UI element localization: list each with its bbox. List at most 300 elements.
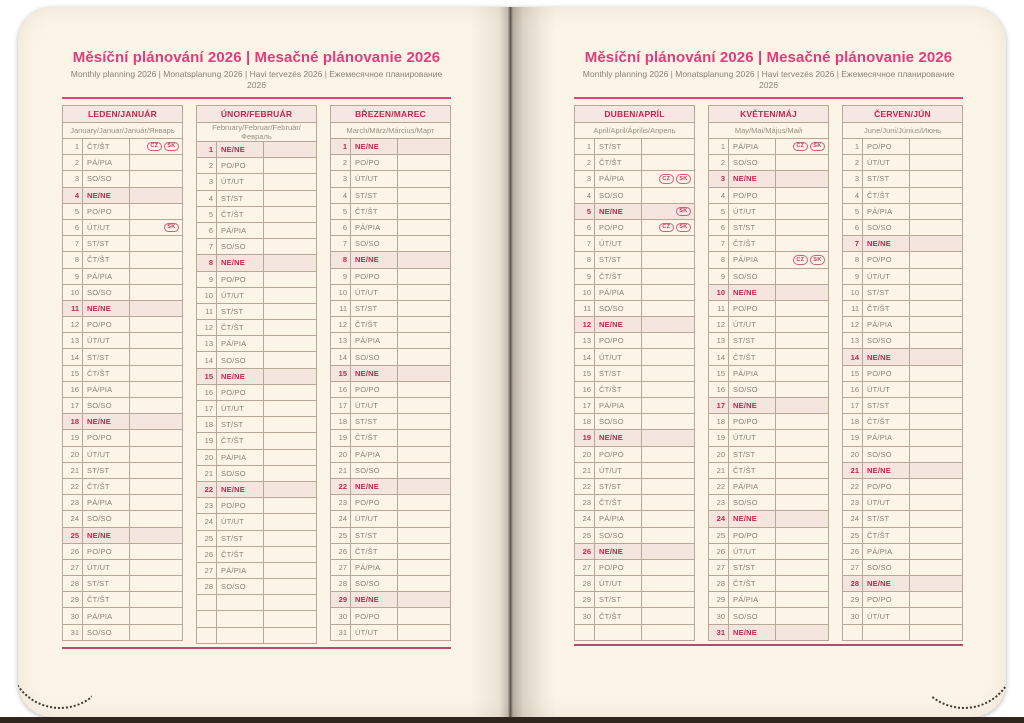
notes-cell	[642, 139, 695, 155]
notes-cell	[264, 530, 317, 546]
notes-cell	[642, 284, 695, 300]
day-row	[197, 465, 317, 481]
day-row	[63, 155, 183, 171]
day-abbrev: ST/ST	[351, 527, 398, 543]
day-row	[63, 365, 183, 381]
day-number: 27	[843, 559, 863, 575]
notes-cell	[776, 592, 829, 608]
day-row	[575, 576, 695, 592]
notes-cell	[264, 595, 317, 611]
notes-cell	[398, 462, 451, 478]
cz-holiday-badge: CZ	[793, 142, 808, 152]
sk-holiday-badge: SK	[164, 223, 179, 233]
notes-cell	[910, 559, 963, 575]
day-abbrev: ČT/ŠT	[83, 139, 130, 155]
day-number: 17	[63, 398, 83, 414]
day-number: 12	[63, 317, 83, 333]
notes-cell	[776, 187, 829, 203]
month-header: BŘEZEN/MAREC	[331, 106, 451, 123]
day-abbrev: SO/SO	[351, 236, 398, 252]
day-number: 5	[709, 203, 729, 219]
day-number: 8	[331, 252, 351, 268]
day-number: 16	[575, 381, 595, 397]
notes-cell	[398, 219, 451, 235]
notes-cell	[642, 592, 695, 608]
day-number: 2	[843, 155, 863, 171]
day-abbrev: ST/ST	[863, 511, 910, 527]
notes-cell	[264, 417, 317, 433]
notes-cell	[130, 430, 183, 446]
day-abbrev: ČT/ŠT	[351, 543, 398, 559]
notes-cell	[642, 495, 695, 511]
day-number: 20	[197, 449, 217, 465]
day-row	[843, 236, 963, 252]
month-header: LEDEN/JANUÁR	[63, 106, 183, 123]
day-number: 24	[843, 511, 863, 527]
day-abbrev: ÚT/UT	[351, 171, 398, 187]
day-row	[843, 559, 963, 575]
day-row	[575, 139, 695, 155]
notes-cell	[130, 381, 183, 397]
day-abbrev: PO/PO	[863, 592, 910, 608]
notes-cell	[776, 284, 829, 300]
notes-cell	[642, 608, 695, 624]
notes-cell	[398, 252, 451, 268]
notes-cell	[264, 255, 317, 271]
day-row	[575, 478, 695, 494]
page-subtitle: Monthly planning 2026 | Monatsplanung 2026 | Havi tervezés 2026 | Ежемесячное планирование 2026	[582, 69, 955, 90]
notes-cell	[264, 206, 317, 222]
day-abbrev: SO/SO	[83, 511, 130, 527]
day-row	[331, 284, 451, 300]
notes-cell	[130, 446, 183, 462]
day-abbrev: ČT/ŠT	[595, 381, 642, 397]
day-abbrev: PÁ/PIA	[863, 203, 910, 219]
day-row	[331, 187, 451, 203]
notes-cell	[776, 527, 829, 543]
day-number: 4	[331, 187, 351, 203]
day-row	[843, 608, 963, 624]
day-abbrev: ÚT/UT	[83, 559, 130, 575]
notes-cell	[398, 527, 451, 543]
day-number: 14	[63, 349, 83, 365]
day-number: 7	[575, 236, 595, 252]
right-page-content	[574, 7, 963, 646]
notes-cell	[776, 236, 829, 252]
day-row	[63, 252, 183, 268]
day-number: 11	[331, 300, 351, 316]
month-table	[842, 105, 963, 641]
day-row	[575, 219, 695, 235]
day-number: 28	[63, 576, 83, 592]
day-abbrev: PÁ/PIA	[83, 495, 130, 511]
day-number: 10	[709, 284, 729, 300]
notes-cell	[776, 300, 829, 316]
day-number: 18	[331, 414, 351, 430]
month-calendar	[708, 105, 829, 641]
day-number: 3	[709, 171, 729, 187]
month-calendar	[842, 105, 963, 641]
notes-cell	[130, 478, 183, 494]
day-number: 2	[709, 155, 729, 171]
day-number: 26	[63, 543, 83, 559]
day-row	[63, 268, 183, 284]
notes-cell	[910, 365, 963, 381]
notes-cell	[398, 349, 451, 365]
day-row	[331, 381, 451, 397]
day-row	[331, 365, 451, 381]
day-number: 4	[843, 187, 863, 203]
day-number: 28	[331, 576, 351, 592]
notes-cell	[910, 349, 963, 365]
day-row	[843, 187, 963, 203]
day-abbrev: PO/PO	[351, 495, 398, 511]
day-row	[709, 365, 829, 381]
day-number: 13	[843, 333, 863, 349]
day-number: 31	[331, 624, 351, 640]
notes-cell	[776, 430, 829, 446]
notes-cell	[910, 381, 963, 397]
notes-cell	[130, 333, 183, 349]
day-abbrev: PÁ/PIA	[729, 252, 776, 268]
day-number: 1	[331, 139, 351, 155]
day-abbrev: ČT/ŠT	[595, 155, 642, 171]
notes-cell	[776, 139, 829, 155]
day-row	[197, 255, 317, 271]
day-row	[843, 139, 963, 155]
day-abbrev	[863, 624, 910, 640]
day-row	[197, 303, 317, 319]
notes-cell	[398, 236, 451, 252]
day-row	[63, 187, 183, 203]
day-row	[709, 284, 829, 300]
notes-cell	[264, 158, 317, 174]
day-abbrev: ST/ST	[729, 333, 776, 349]
day-abbrev: SO/SO	[217, 239, 264, 255]
day-row	[843, 317, 963, 333]
left-page	[18, 7, 512, 717]
day-number: 3	[575, 171, 595, 187]
day-number: 16	[197, 384, 217, 400]
day-row	[709, 446, 829, 462]
day-row	[197, 158, 317, 174]
day-abbrev: ČT/ŠT	[217, 546, 264, 562]
notes-cell	[910, 252, 963, 268]
notes-cell	[398, 478, 451, 494]
day-row	[843, 155, 963, 171]
day-number: 26	[709, 543, 729, 559]
notes-cell	[398, 398, 451, 414]
day-row	[843, 462, 963, 478]
day-number: 30	[331, 608, 351, 624]
day-number: 2	[197, 158, 217, 174]
day-abbrev	[217, 627, 264, 643]
notes-cell	[398, 543, 451, 559]
day-row	[331, 624, 451, 640]
day-abbrev: ÚT/UT	[863, 155, 910, 171]
day-row	[709, 381, 829, 397]
day-number: 21	[331, 462, 351, 478]
day-abbrev: NE/NE	[595, 543, 642, 559]
notes-cell	[910, 300, 963, 316]
day-number	[197, 595, 217, 611]
day-number: 18	[843, 414, 863, 430]
sk-holiday-badge: SK	[810, 142, 825, 152]
notes-cell	[642, 349, 695, 365]
notes-cell	[776, 608, 829, 624]
day-row	[197, 320, 317, 336]
notes-cell	[130, 203, 183, 219]
day-abbrev: PÁ/PIA	[351, 559, 398, 575]
notes-cell	[398, 576, 451, 592]
day-abbrev: ST/ST	[351, 187, 398, 203]
day-number: 28	[709, 576, 729, 592]
day-abbrev: ÚT/UT	[351, 284, 398, 300]
day-abbrev: NE/NE	[729, 624, 776, 640]
day-row	[63, 543, 183, 559]
day-abbrev: PO/PO	[595, 219, 642, 235]
day-number: 20	[709, 446, 729, 462]
notes-cell	[642, 527, 695, 543]
notes-cell	[910, 171, 963, 187]
day-row	[63, 333, 183, 349]
day-abbrev: PÁ/PIA	[83, 268, 130, 284]
day-row	[709, 349, 829, 365]
day-number: 1	[197, 142, 217, 158]
notes-cell	[130, 576, 183, 592]
day-row	[575, 414, 695, 430]
day-abbrev: SO/SO	[863, 333, 910, 349]
day-abbrev: ČT/ŠT	[729, 462, 776, 478]
day-number: 24	[197, 514, 217, 530]
notes-cell	[776, 414, 829, 430]
title-divider	[574, 97, 963, 99]
day-abbrev: ÚT/UT	[863, 608, 910, 624]
day-abbrev: ČT/ŠT	[83, 365, 130, 381]
day-abbrev: NE/NE	[729, 284, 776, 300]
notes-cell	[398, 446, 451, 462]
day-number: 25	[575, 527, 595, 543]
day-row	[197, 190, 317, 206]
day-abbrev: NE/NE	[863, 576, 910, 592]
day-abbrev: PO/PO	[351, 155, 398, 171]
day-abbrev: PO/PO	[863, 365, 910, 381]
day-row	[575, 187, 695, 203]
day-row	[843, 203, 963, 219]
notes-cell	[642, 446, 695, 462]
day-number	[843, 624, 863, 640]
day-number: 21	[575, 462, 595, 478]
notes-cell	[398, 624, 451, 640]
day-abbrev: ÚT/UT	[83, 333, 130, 349]
day-number: 6	[197, 222, 217, 238]
day-abbrev: NE/NE	[351, 478, 398, 494]
day-number: 16	[843, 381, 863, 397]
day-abbrev: ČT/ŠT	[595, 608, 642, 624]
notes-cell	[398, 317, 451, 333]
month-header: ČERVEN/JÚN	[843, 106, 963, 123]
day-abbrev: SO/SO	[729, 381, 776, 397]
day-row	[63, 284, 183, 300]
day-abbrev: PO/PO	[863, 252, 910, 268]
notes-cell	[642, 219, 695, 235]
day-abbrev: PÁ/PIA	[351, 446, 398, 462]
day-abbrev: SO/SO	[863, 446, 910, 462]
day-abbrev: PÁ/PIA	[863, 543, 910, 559]
day-number: 15	[197, 368, 217, 384]
notes-cell	[130, 414, 183, 430]
day-abbrev: PO/PO	[217, 384, 264, 400]
day-abbrev: ÚT/UT	[217, 514, 264, 530]
day-row	[843, 300, 963, 316]
day-row	[197, 206, 317, 222]
day-number: 22	[197, 481, 217, 497]
day-row	[197, 287, 317, 303]
day-row	[575, 155, 695, 171]
day-row	[709, 430, 829, 446]
notes-cell	[130, 284, 183, 300]
day-number: 31	[709, 624, 729, 640]
day-number: 7	[63, 236, 83, 252]
month-table	[196, 105, 317, 644]
notes-cell	[130, 462, 183, 478]
day-abbrev: ÚT/UT	[351, 624, 398, 640]
notes-cell	[398, 268, 451, 284]
notes-cell	[130, 608, 183, 624]
notes-cell	[642, 317, 695, 333]
day-abbrev: ÚT/UT	[595, 349, 642, 365]
day-number: 28	[197, 579, 217, 595]
day-number: 24	[709, 511, 729, 527]
day-abbrev: NE/NE	[217, 255, 264, 271]
months-grid-left	[62, 105, 451, 644]
day-row	[575, 300, 695, 316]
day-number: 16	[709, 381, 729, 397]
day-row	[575, 543, 695, 559]
day-number: 23	[575, 495, 595, 511]
notes-cell	[776, 446, 829, 462]
day-abbrev: ÚT/UT	[217, 174, 264, 190]
notes-cell	[130, 139, 183, 155]
day-number: 19	[843, 430, 863, 446]
notes-cell	[642, 155, 695, 171]
notes-cell	[130, 527, 183, 543]
day-number: 22	[575, 478, 595, 494]
day-number: 27	[63, 559, 83, 575]
notes-cell	[398, 381, 451, 397]
notes-cell	[264, 384, 317, 400]
day-number: 29	[331, 592, 351, 608]
day-abbrev: NE/NE	[83, 300, 130, 316]
day-abbrev: PÁ/PIA	[83, 608, 130, 624]
day-abbrev: ČT/ŠT	[217, 433, 264, 449]
day-abbrev: PÁ/PIA	[217, 562, 264, 578]
day-number: 7	[331, 236, 351, 252]
day-row	[575, 349, 695, 365]
day-row	[63, 446, 183, 462]
notes-cell	[642, 300, 695, 316]
day-row	[197, 336, 317, 352]
day-abbrev: NE/NE	[729, 171, 776, 187]
day-row	[843, 398, 963, 414]
notes-cell	[776, 349, 829, 365]
day-number: 7	[197, 239, 217, 255]
day-row	[709, 236, 829, 252]
notes-cell	[910, 495, 963, 511]
day-row	[843, 284, 963, 300]
day-row	[709, 398, 829, 414]
day-row	[331, 511, 451, 527]
day-row	[709, 624, 829, 640]
day-abbrev: ČT/ŠT	[351, 203, 398, 219]
day-number: 1	[63, 139, 83, 155]
day-number: 4	[575, 187, 595, 203]
cz-holiday-badge: CZ	[659, 174, 674, 184]
day-row	[575, 527, 695, 543]
day-number: 1	[709, 139, 729, 155]
day-row	[331, 543, 451, 559]
day-number: 14	[575, 349, 595, 365]
notes-cell	[910, 317, 963, 333]
day-row	[843, 268, 963, 284]
notes-cell	[264, 287, 317, 303]
day-row	[63, 495, 183, 511]
day-number: 9	[197, 271, 217, 287]
day-abbrev: ÚT/UT	[729, 430, 776, 446]
day-number: 15	[575, 365, 595, 381]
notes-cell	[398, 495, 451, 511]
day-number: 14	[709, 349, 729, 365]
day-row	[843, 349, 963, 365]
day-row	[709, 462, 829, 478]
day-row	[331, 252, 451, 268]
day-number: 1	[843, 139, 863, 155]
notes-cell	[398, 284, 451, 300]
notes-cell	[130, 398, 183, 414]
day-number: 22	[709, 478, 729, 494]
day-row	[575, 511, 695, 527]
day-abbrev: ÚT/UT	[83, 446, 130, 462]
notes-cell	[264, 481, 317, 497]
notes-cell	[398, 430, 451, 446]
day-abbrev: PÁ/PIA	[595, 284, 642, 300]
notes-cell	[776, 511, 829, 527]
notes-cell	[264, 579, 317, 595]
day-abbrev: PÁ/PIA	[595, 511, 642, 527]
right-page	[512, 7, 1006, 717]
day-row	[709, 203, 829, 219]
day-number: 30	[575, 608, 595, 624]
day-abbrev: SO/SO	[595, 527, 642, 543]
day-number: 6	[331, 219, 351, 235]
day-row	[575, 268, 695, 284]
day-abbrev: PÁ/PIA	[83, 155, 130, 171]
notes-cell	[776, 317, 829, 333]
day-abbrev: ST/ST	[595, 592, 642, 608]
day-abbrev: SO/SO	[83, 624, 130, 640]
day-row	[709, 511, 829, 527]
day-abbrev: ÚT/UT	[595, 236, 642, 252]
day-number: 8	[197, 255, 217, 271]
notes-cell	[910, 284, 963, 300]
sk-holiday-badge: SK	[676, 223, 691, 233]
day-row	[709, 219, 829, 235]
day-row	[843, 252, 963, 268]
day-number: 13	[63, 333, 83, 349]
day-row	[575, 252, 695, 268]
day-row	[197, 142, 317, 158]
day-abbrev: PO/PO	[217, 158, 264, 174]
